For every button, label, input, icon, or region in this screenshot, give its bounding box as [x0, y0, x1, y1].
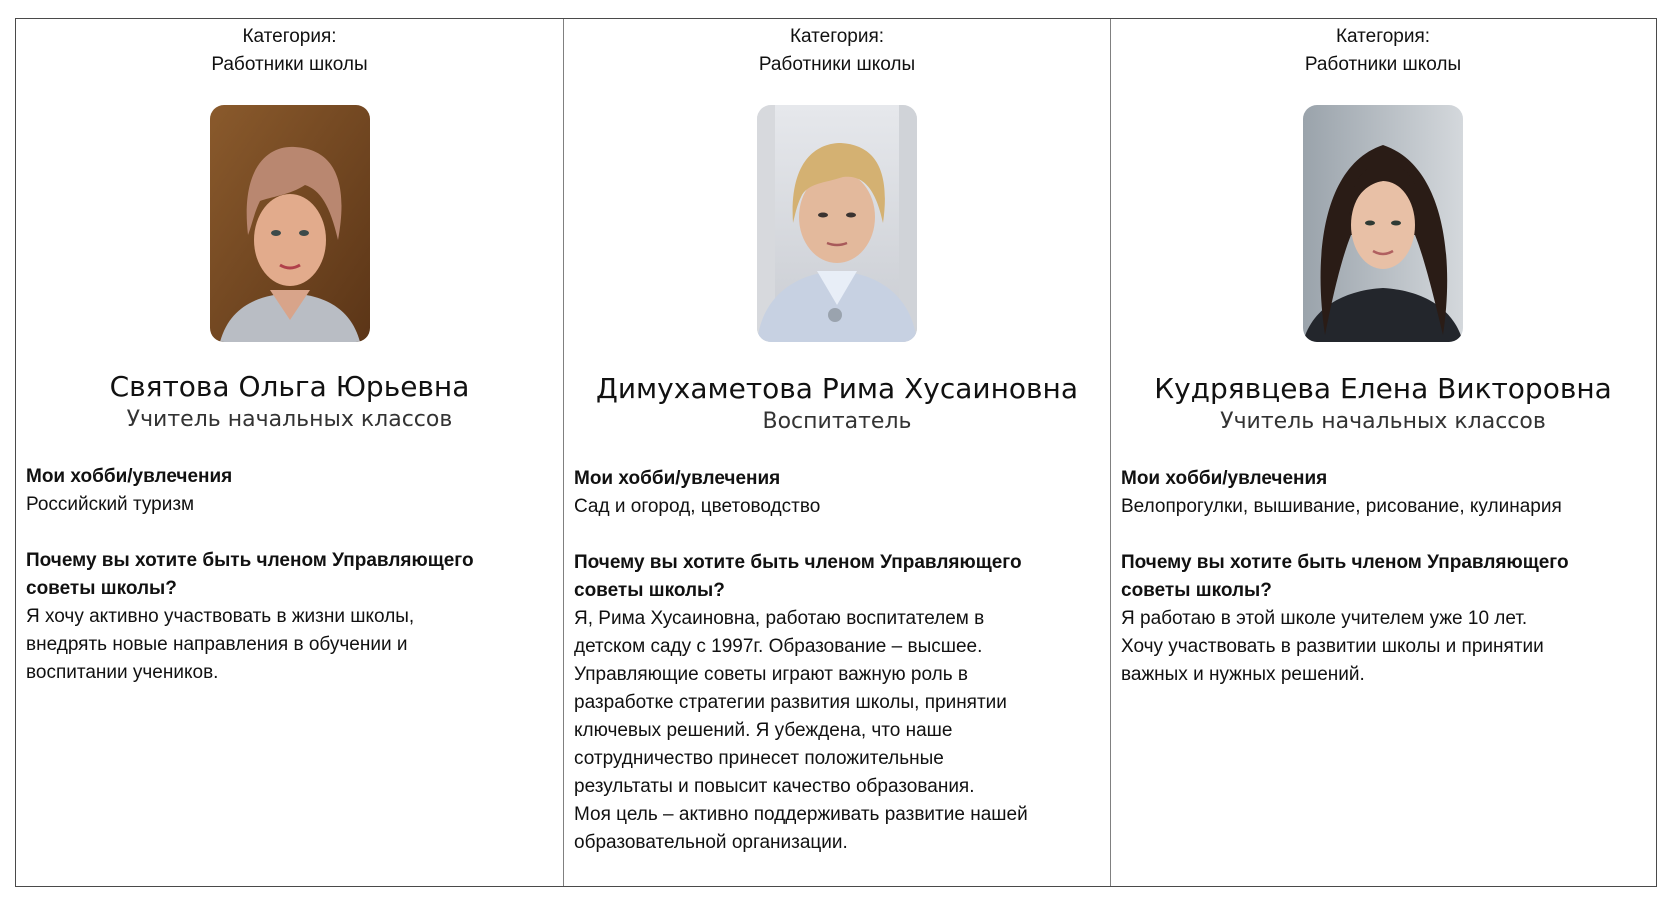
- profile-photo: [1303, 105, 1463, 342]
- portrait-image: [1303, 105, 1463, 342]
- hobbies-text: Сад и огород, цветоводство: [574, 496, 821, 517]
- category-label: Категория:: [242, 26, 337, 47]
- hobbies-text: Велопрогулки, вышивание, рисование, кулинария: [1121, 496, 1562, 517]
- answer-line: важных и нужных решений.: [1121, 664, 1365, 685]
- answer-line: Управляющие советы играют важную роль в: [574, 664, 968, 685]
- question-line-2: советы школы?: [26, 578, 177, 599]
- answer-line: Я хочу активно участвовать в жизни школы,: [26, 606, 415, 627]
- answer-line: образовательной организации.: [574, 832, 848, 853]
- answer-line: Я работаю в этой школе учителем уже 10 лет.: [1121, 608, 1528, 629]
- person-role: Воспитатель: [762, 409, 912, 434]
- person-name: Кудрявцева Елена Викторовна: [1154, 372, 1612, 405]
- category: [564, 23, 1110, 79]
- profile-card-2: [564, 19, 1111, 886]
- answer-line: внедрять новые направления в обучении и: [26, 634, 408, 655]
- hobbies-text: Российский туризм: [26, 494, 195, 515]
- category-label: Категория:: [789, 26, 885, 47]
- answer-line: Моя цель – активно поддерживать развитие нашей: [574, 804, 1028, 825]
- profile-photo: [210, 105, 370, 342]
- category-label: Категория:: [1335, 26, 1431, 47]
- answer-line: сотрудничество принесет положительные: [574, 748, 944, 769]
- answer-line: разработке стратегии развития школы, принятии: [574, 692, 1007, 713]
- profiles-table: [15, 18, 1657, 887]
- question-line-2: советы школы?: [574, 580, 725, 601]
- category-value: Работники школы: [758, 54, 916, 75]
- hobbies-label: Мои хобби/увлечения: [1121, 468, 1328, 489]
- hobbies-label: Мои хобби/увлечения: [574, 468, 781, 489]
- profile-details: [574, 465, 1102, 857]
- person-name: Димухаметова Рима Хусаиновна: [595, 372, 1078, 405]
- person-name: Святова Ольга Юрьевна: [109, 370, 470, 403]
- answer-line: результаты и повысит качество образования.: [574, 776, 975, 797]
- portrait-image: [210, 105, 370, 342]
- answer-line: Я, Рима Хусаиновна, работаю воспитателем в: [574, 608, 985, 629]
- category-value: Работники школы: [1304, 54, 1462, 75]
- answer-line: детском саду с 1997г. Образование – высшее.: [574, 636, 983, 657]
- category-value: Работники школы: [211, 54, 368, 75]
- profile-card-1: [16, 19, 564, 886]
- question-line-1: Почему вы хотите быть членом Управляющего: [1121, 552, 1569, 573]
- profile-photo: [757, 105, 917, 342]
- question-line-1: Почему вы хотите быть членом Управляющего: [26, 550, 474, 571]
- question-line-2: советы школы?: [1121, 580, 1272, 601]
- portrait-image: [757, 105, 917, 342]
- profile-card-3: [1111, 19, 1655, 886]
- answer-line: воспитании учеников.: [26, 662, 219, 683]
- profile-details: [1121, 465, 1647, 689]
- profile-details: [26, 463, 555, 687]
- answer-line: ключевых решений. Я убеждена, что наше: [574, 720, 953, 741]
- answer-line: Хочу участвовать в развитии школы и принятии: [1121, 636, 1544, 657]
- category: [1111, 23, 1655, 79]
- category: [16, 23, 563, 79]
- person-role: Учитель начальных классов: [1220, 409, 1546, 434]
- person-role: Учитель начальных классов: [126, 407, 453, 432]
- question-line-1: Почему вы хотите быть членом Управляющего: [574, 552, 1022, 573]
- hobbies-label: Мои хобби/увлечения: [26, 466, 233, 487]
